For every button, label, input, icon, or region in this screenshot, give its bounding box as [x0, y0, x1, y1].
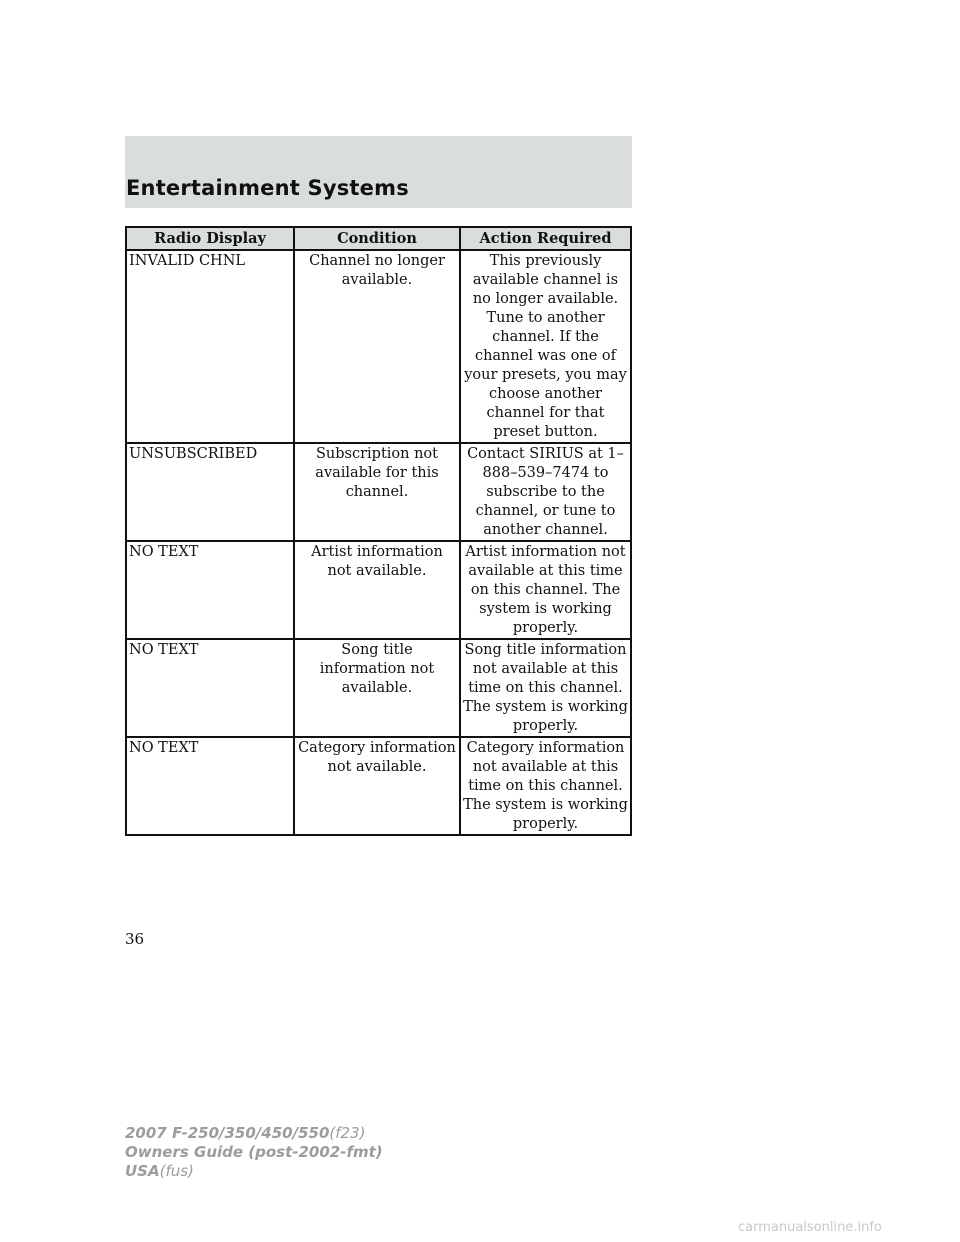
footer-model: 2007 F-250/350/450/550 [125, 1124, 330, 1142]
cell-condition: Artist information not available. [294, 541, 460, 639]
footer-model-code: (f23) [329, 1124, 366, 1142]
watermark-text: carmanualsonline.info [738, 1220, 882, 1235]
cell-radio-display: UNSUBSCRIBED [126, 443, 294, 541]
footer-region-line [125, 1162, 383, 1181]
column-header-condition: Condition [294, 227, 460, 250]
cell-action-required: Artist information not available at this time on this channel. The system is working properly. [460, 541, 631, 639]
column-header-action-required: Action Required [460, 227, 631, 250]
cell-action-required: This previously available channel is no longer available. Tune to another channel. If the channel was one of your presets, you may choose another channel for that preset button. [460, 250, 631, 443]
cell-radio-display: INVALID CHNL [126, 250, 294, 443]
column-header-radio-display: Radio Display [126, 227, 294, 250]
table-header-row [126, 227, 631, 250]
footer-region-code: (fus) [159, 1162, 194, 1180]
cell-action-required: Song title information not available at this time on this channel. The system is working properly. [460, 639, 631, 737]
cell-condition: Category information not available. [294, 737, 460, 835]
cell-condition: Song title information not available. [294, 639, 460, 737]
radio-display-table [125, 226, 632, 836]
cell-radio-display: NO TEXT [126, 737, 294, 835]
footer-guide-line: Owners Guide (post-2002-fmt) [125, 1143, 383, 1161]
cell-action-required: Category information not available at this time on this channel. The system is working properly. [460, 737, 631, 835]
cell-radio-display: NO TEXT [126, 639, 294, 737]
table-row [126, 639, 631, 737]
cell-condition: Channel no longer available. [294, 250, 460, 443]
page-number: 36 [125, 930, 145, 948]
table-row [126, 541, 631, 639]
footer-model-line [125, 1124, 383, 1143]
cell-radio-display: NO TEXT [126, 541, 294, 639]
table-row [126, 443, 631, 541]
table-row [126, 250, 631, 443]
table-row [126, 737, 631, 835]
footer-region: USA [125, 1162, 160, 1180]
section-title: Entertainment Systems [126, 176, 409, 200]
document-footer [125, 1124, 383, 1181]
cell-action-required: Contact SIRIUS at 1–888–539–7474 to subscribe to the channel, or tune to another channel. [460, 443, 631, 541]
cell-condition: Subscription not available for this channel. [294, 443, 460, 541]
